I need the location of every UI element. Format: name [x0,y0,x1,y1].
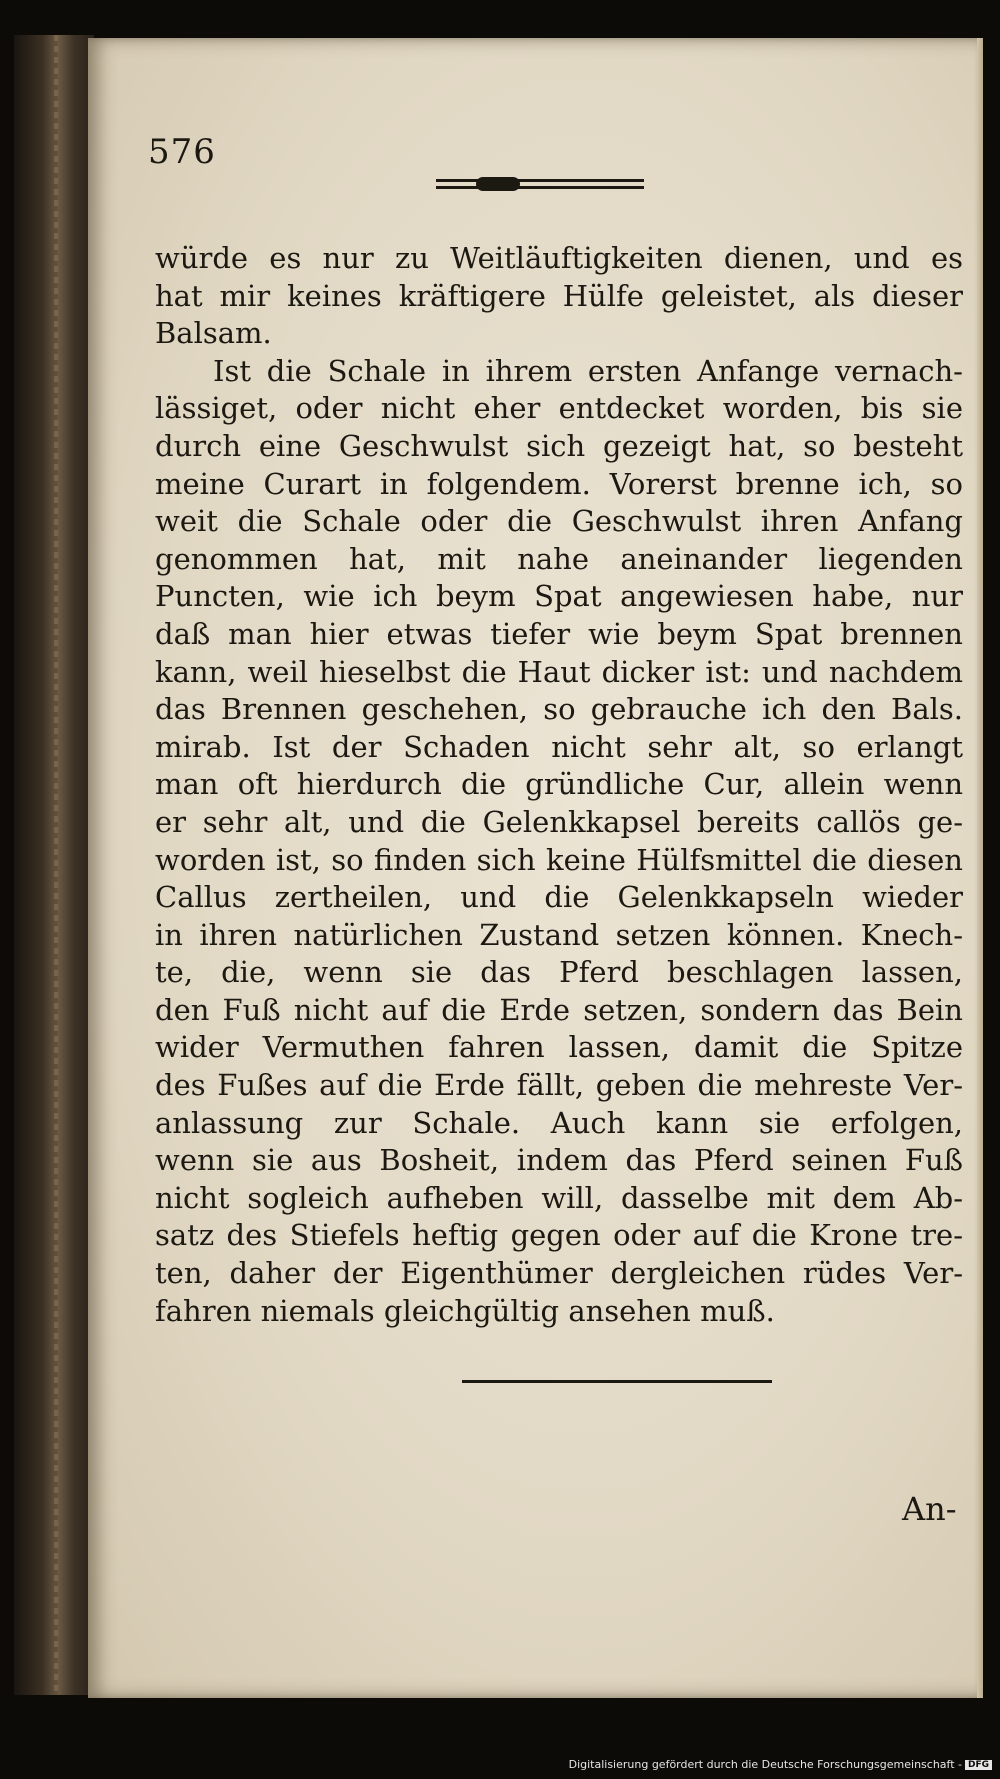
text-line: wenn sie aus Bosheit, indem das Pferd seinen Fuß [155,1143,963,1178]
text-line: Callus zertheilen, und die Gelenkkapseln wieder [155,880,963,915]
page-edge [977,38,983,1698]
section-rule [462,1380,772,1383]
text-line: worden ist, so finden sich keine Hülfsmittel die diesen [155,842,963,877]
body-text [155,240,963,1330]
footer-credit [569,1758,992,1771]
text-line: daß man hier etwas tiefer wie beym Spat brennen [155,616,963,651]
text-line: durch eine Geschwulst sich gezeigt hat, so besteht [155,428,963,463]
text-line: würde es nur zu Weitläuftigkeiten dienen, und es [155,241,963,275]
text-line: wider Vermuthen fahren lassen, damit die Spitze [155,1030,963,1065]
text-line: Puncten, wie ich beym Spat angewiesen habe, nur [155,579,963,614]
text-line: kann, weil hieselbst die Haut dicker ist: und nachdem [155,654,963,689]
text-line: mirab. Ist der Schaden nicht sehr alt, so erlangt [155,729,963,764]
text-line: des Fußes auf die Erde fällt, geben die mehreste Ver- [155,1068,963,1103]
text-line: nicht sogleich aufheben will, dasselbe mit dem Ab- [155,1180,963,1215]
text-line: te, die, wenn sie das Pferd beschlagen lassen, [155,955,963,990]
footer-text: Digitalisierung gefördert durch die Deutsche Forschungsgemeinschaft - [568,1758,962,1771]
text-line: den Fuß nicht auf die Erde setzen, sondern das Bein [155,992,963,1027]
header-ornament [436,177,644,191]
page-number: 576 [148,132,216,172]
text-line: genommen hat, mit nahe aneinander liegenden [155,541,963,576]
text-line: Ist die Schale in ihrem ersten Anfange vernach- [213,353,963,388]
text-line: hat mir keines kräftigere Hülfe geleistet, als dieser [155,278,963,313]
text-line: lässiget, oder nicht eher entdecket worden, bis sie [155,391,963,426]
text-line: anlassung zur Schale. Auch kann sie erfolgen, [155,1105,963,1140]
text-line: fahren niemals gleichgültig ansehen muß. [155,1293,775,1328]
book-binding [14,35,94,1695]
text-line: er sehr alt, und die Gelenkkapsel bereits callös ge- [155,804,963,839]
text-line: Balsam. [155,316,272,351]
text-line: man oft hierdurch die gründliche Cur, allein wenn [155,767,963,802]
text-line: weit die Schale oder die Geschwulst ihren Anfang [155,504,963,539]
dfg-logo: DFG [965,1760,992,1770]
text-line: satz des Stiefels heftig gegen oder auf die Krone tre- [155,1218,963,1253]
text-line: meine Curart in folgendem. Vorerst brenne ich, so [155,466,963,501]
text-line: ten, daher der Eigenthümer dergleichen rüdes Ver- [155,1256,963,1291]
catchword: An- [902,1490,957,1528]
text-line: in ihren natürlichen Zustand setzen können. Knech- [155,917,963,952]
text-line: das Brennen geschehen, so gebrauche ich den Bals. [155,692,963,727]
